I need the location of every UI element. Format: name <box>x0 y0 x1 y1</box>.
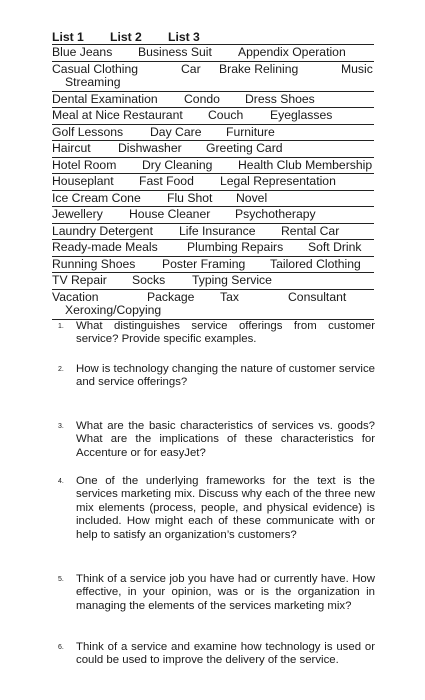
list-cell: Dishwasher <box>118 141 182 155</box>
list-cell: Rental Car <box>281 223 340 238</box>
list-cell: Vacation <box>52 289 99 304</box>
question-number: 4. <box>58 478 64 485</box>
list-cell: Soft Drink <box>308 240 362 254</box>
list-cell-wrap: Xeroxing/Copying <box>65 302 162 317</box>
list-cell: Haircut <box>52 141 91 155</box>
question-text: Think of a service and examine how technology is used or could be used to improve the delivery of the service. <box>76 641 375 667</box>
list-cell: Socks <box>132 273 166 287</box>
list-cell: Dry Cleaning <box>142 157 213 172</box>
question-number: 3. <box>58 423 64 430</box>
list-cell: Day Care <box>150 124 202 139</box>
list-1-heading: List 1 <box>52 30 84 44</box>
question-item <box>58 363 375 390</box>
question-number: 6. <box>58 644 64 651</box>
list-row <box>52 62 374 92</box>
list-cell: Meal at Nice Restaurant <box>52 108 183 122</box>
list-cell: TV Repair <box>52 273 107 287</box>
question-number: 2. <box>58 366 64 373</box>
question-text: Think of a service job you have had or currently have. How effective, in your opinion, was or is the organization in managing the elements of the services marketing mix? <box>76 573 375 612</box>
list-row <box>52 240 374 257</box>
list-cell: Poster Framing <box>162 256 246 271</box>
question-text: What distinguishes service offerings from customer service? Provide specific examples. <box>76 320 375 346</box>
list-cell: Appendix Operation <box>238 45 346 59</box>
list-cell: Business Suit <box>138 45 212 59</box>
list-cell: Dress Shoes <box>245 91 315 106</box>
list-row <box>52 158 374 175</box>
list-2-heading: List 2 <box>110 30 142 44</box>
list-cell-wrap: Streaming <box>65 74 121 89</box>
list-cell: Golf Lessons <box>52 124 124 139</box>
list-cell: Consultant <box>288 289 347 304</box>
list-cell: Legal Representation <box>220 174 336 188</box>
list-row <box>52 45 374 62</box>
question-item <box>58 420 375 460</box>
list-cell: Laundry Detergent <box>52 223 153 238</box>
list-cell: Car <box>181 61 201 76</box>
list-row <box>52 191 374 208</box>
question-text: How is technology changing the nature of customer service and service offerings? <box>76 363 375 389</box>
list-cell: Jewellery <box>52 207 103 221</box>
list-cell: Package <box>147 289 195 304</box>
list-cell: Eyeglasses <box>270 108 333 122</box>
list-row <box>52 257 374 274</box>
question-item <box>58 320 375 347</box>
list-row <box>52 125 374 142</box>
list-cell: Life Insurance <box>179 223 256 238</box>
list-cell: Health Club Membership <box>238 157 373 172</box>
list-cell: Houseplant <box>52 174 114 188</box>
question-text: What are the basic characteristics of services vs. goods? What are the implications of these characteristics for Accenture or for easyJet? <box>76 420 375 459</box>
list-cell: Typing Service <box>192 273 272 287</box>
list-3-heading: List 3 <box>168 30 200 44</box>
list-cell: Flu Shot <box>167 190 213 205</box>
list-row <box>52 141 374 158</box>
list-cell: Dental Examination <box>52 91 158 106</box>
list-cell: House Cleaner <box>129 207 211 221</box>
lists-header <box>52 30 374 45</box>
list-row <box>52 224 374 241</box>
list-cell: Ice Cream Cone <box>52 190 141 205</box>
list-cell: Blue Jeans <box>52 45 113 59</box>
list-cell: Casual Clothing <box>52 61 139 76</box>
list-cell: Music <box>341 61 373 76</box>
list-row <box>52 207 374 224</box>
list-cell: Furniture <box>226 124 275 139</box>
list-cell: Plumbing Repairs <box>187 240 284 254</box>
list-row <box>52 290 374 320</box>
list-cell: Novel <box>236 190 268 205</box>
list-cell: Running Shoes <box>52 256 136 271</box>
question-item <box>58 475 375 542</box>
list-cell: Ready-made Meals <box>52 240 158 254</box>
question-number: 1. <box>58 323 64 330</box>
list-row <box>52 92 374 109</box>
list-cell: Tailored Clothing <box>270 256 361 271</box>
list-row <box>52 108 374 125</box>
list-cell: Tax <box>220 289 239 304</box>
list-cell: Psychotherapy <box>235 207 316 221</box>
list-cell: Hotel Room <box>52 157 117 172</box>
question-item <box>58 573 375 613</box>
list-row <box>52 273 374 290</box>
question-text: One of the underlying frameworks for the text is the services marketing mix. Discuss why each of the three new mix elements (process, people, and physical evidence) is included. How might each of these communicate with or help to satisfy an organization’s customers? <box>76 475 375 541</box>
question-number: 5. <box>58 576 64 583</box>
list-row <box>52 174 374 191</box>
question-item <box>58 641 375 668</box>
list-cell: Fast Food <box>139 174 194 188</box>
lists-table <box>52 30 374 320</box>
list-cell: Greeting Card <box>206 141 283 155</box>
list-cell: Brake Relining <box>219 61 299 76</box>
list-cell: Condo <box>184 91 220 106</box>
list-cell: Couch <box>208 108 244 122</box>
